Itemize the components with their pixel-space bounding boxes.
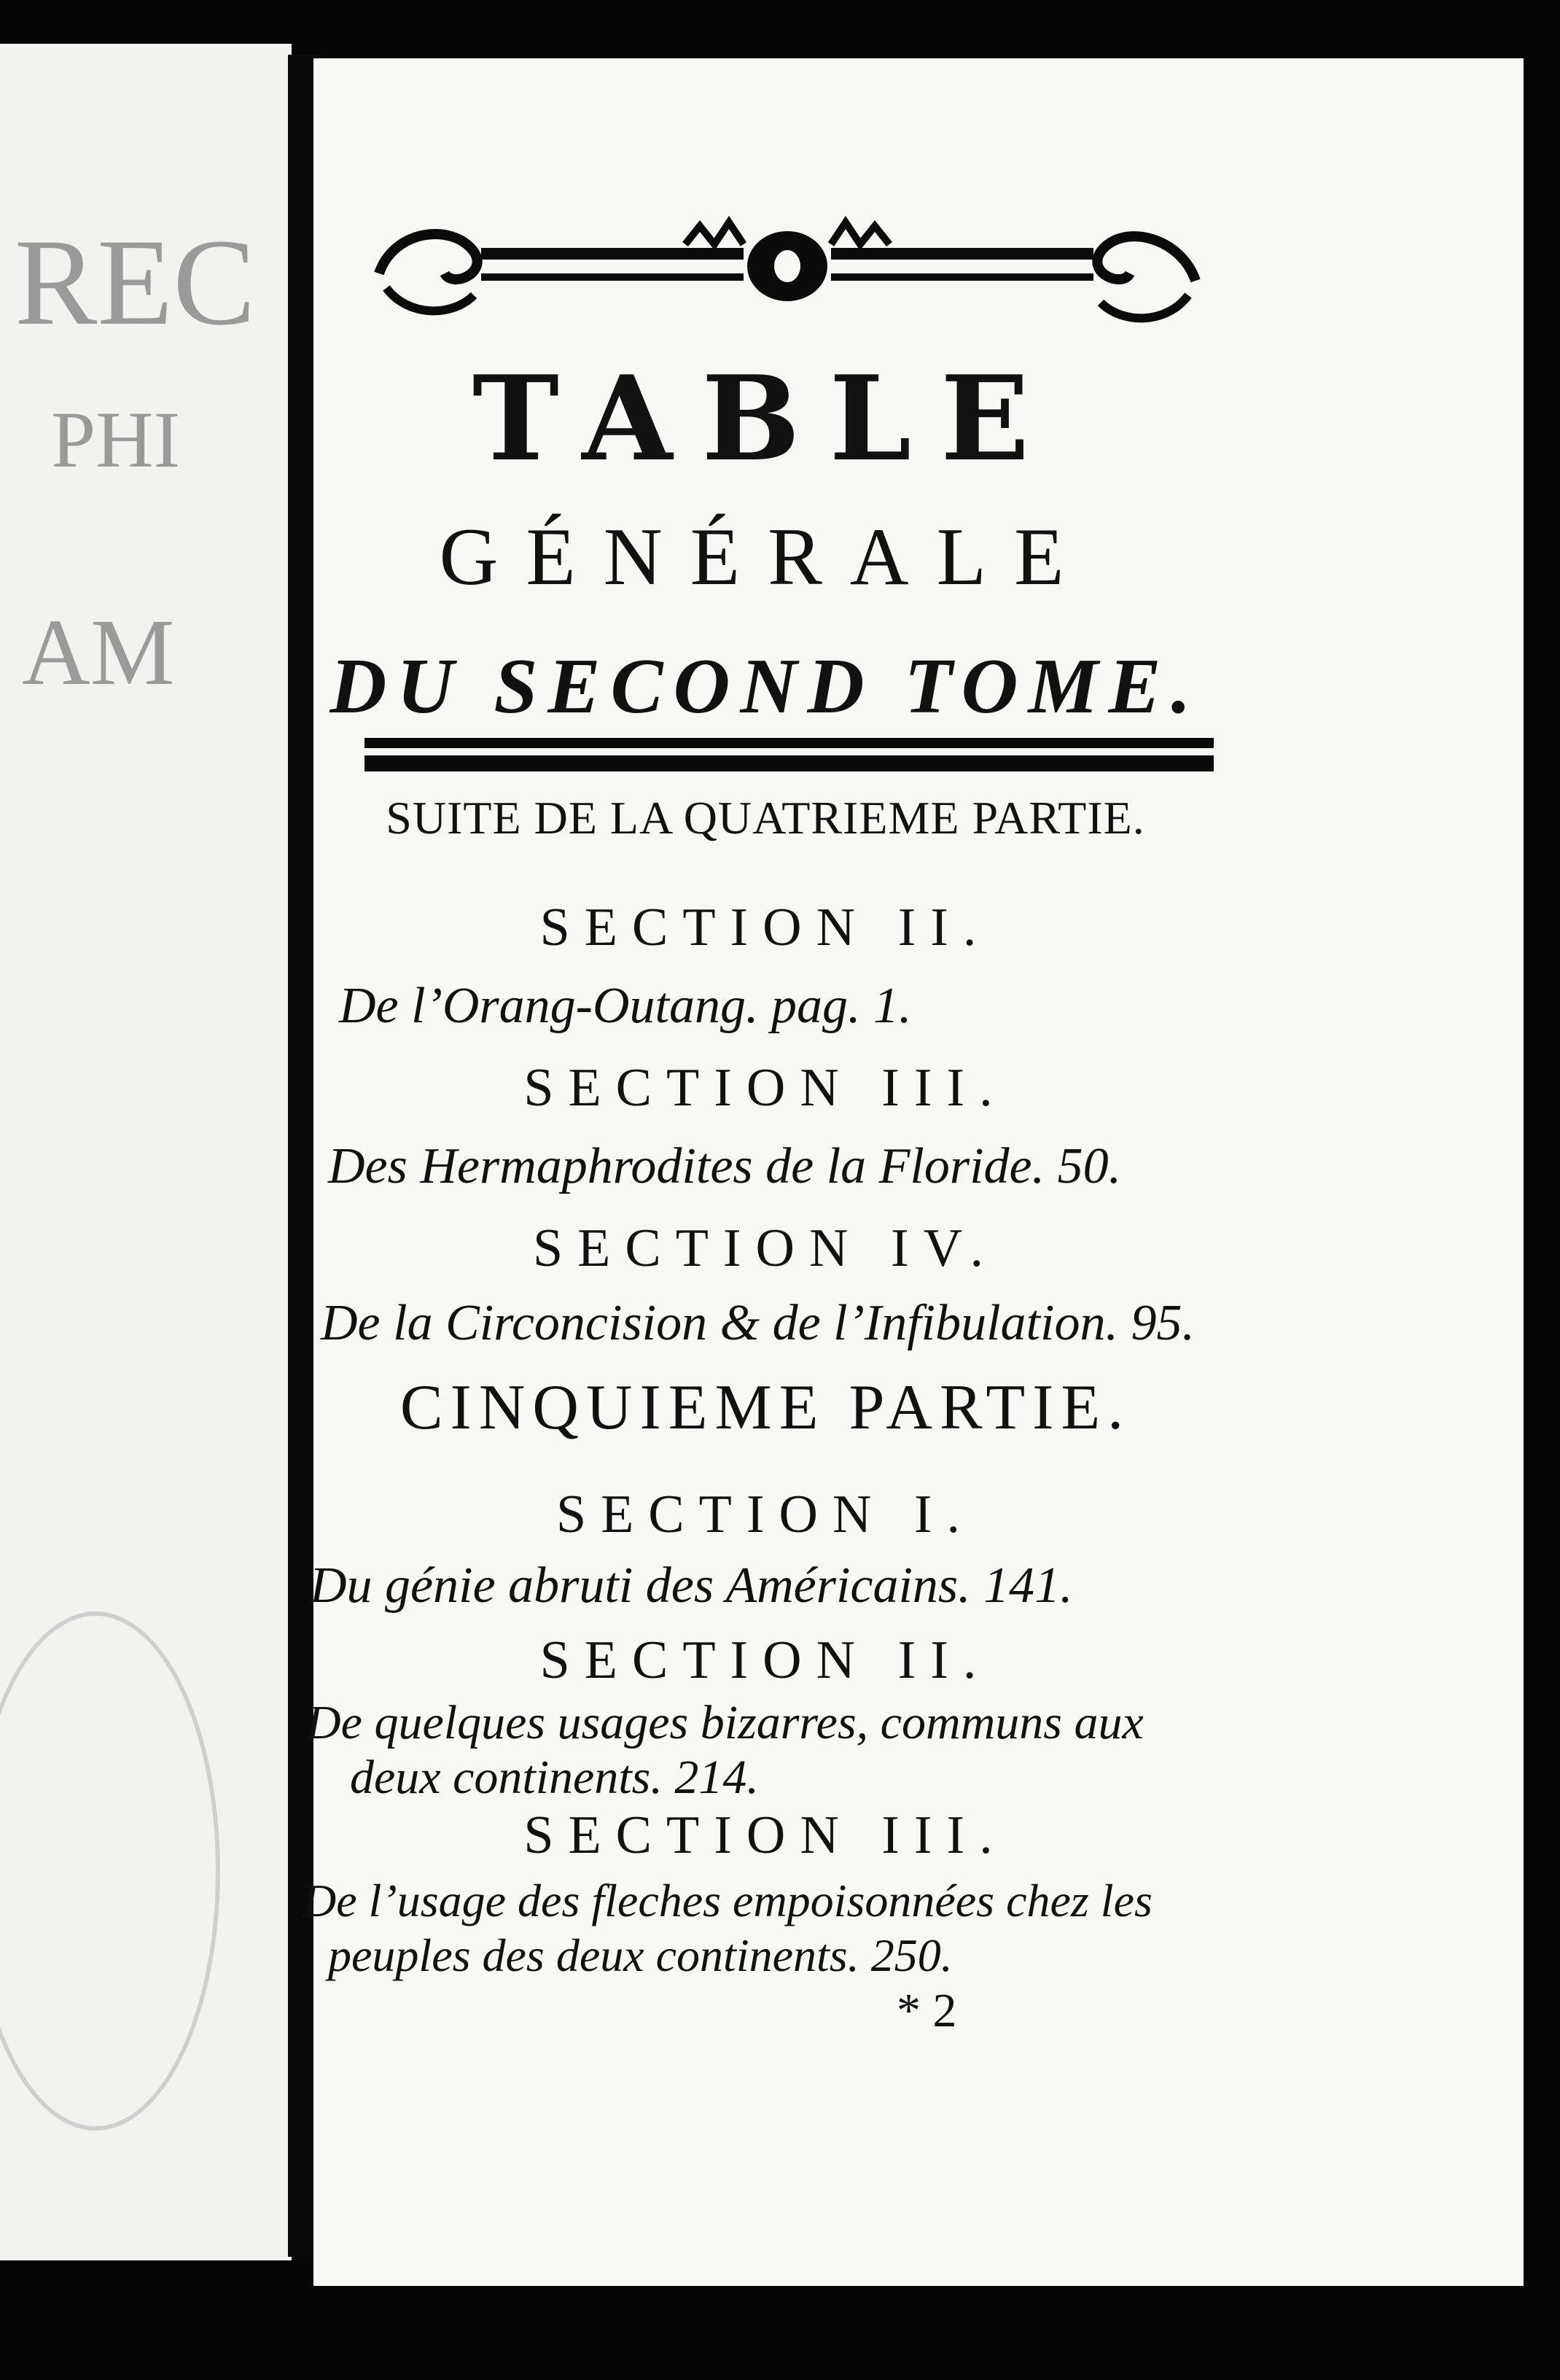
title-rule: [364, 755, 1214, 771]
toc-entry: De quelques usages bizarres, communs aux: [306, 1696, 1144, 1749]
section-heading: SECTION IV.: [533, 1218, 998, 1278]
facing-page-fragment: PHI: [51, 395, 181, 484]
toc-entry: De l’usage des fleches empoisonnées chez les: [303, 1875, 1153, 1926]
facing-page-fragment: AM: [22, 600, 175, 705]
toc-entry: De la Circoncision & de l’Infibulation. 95.: [321, 1295, 1195, 1351]
toc-entry: Des Hermaphrodites de la Floride. 50.: [328, 1138, 1122, 1194]
title-generale: GÉNÉRALE: [439, 512, 1092, 602]
toc-entry: Du génie abruti des Américains. 141.: [310, 1558, 1073, 1614]
toc-entry-continuation: deux continents. 214.: [350, 1751, 759, 1804]
part-heading: CINQUIEME PARTIE.: [399, 1372, 1131, 1443]
facing-page-fragment: REC: [15, 214, 256, 351]
section-heading: SECTION I.: [555, 1485, 975, 1544]
toc-entry-continuation: peuples des deux continents. 250.: [328, 1929, 953, 1981]
title-rule: [364, 738, 1214, 748]
part-heading-continued: SUITE DE LA QUATRIEME PARTIE.: [386, 792, 1145, 844]
section-heading: SECTION II.: [539, 1630, 991, 1690]
section-heading: SECTION II.: [539, 898, 991, 957]
toc-entry: De l’Orang-Outang. pag. 1.: [339, 978, 912, 1034]
title-table: TABLE: [472, 350, 1059, 487]
library-stamp: [0, 1611, 220, 2131]
ornament-headpiece: [364, 208, 1210, 339]
title-du-second-tome: DU SECOND TOME.: [329, 643, 1201, 730]
section-heading: SECTION III.: [523, 1058, 1007, 1118]
signature-mark: * 2: [897, 1984, 957, 2037]
facing-page: [0, 44, 292, 2260]
section-heading: SECTION III.: [523, 1805, 1007, 1865]
